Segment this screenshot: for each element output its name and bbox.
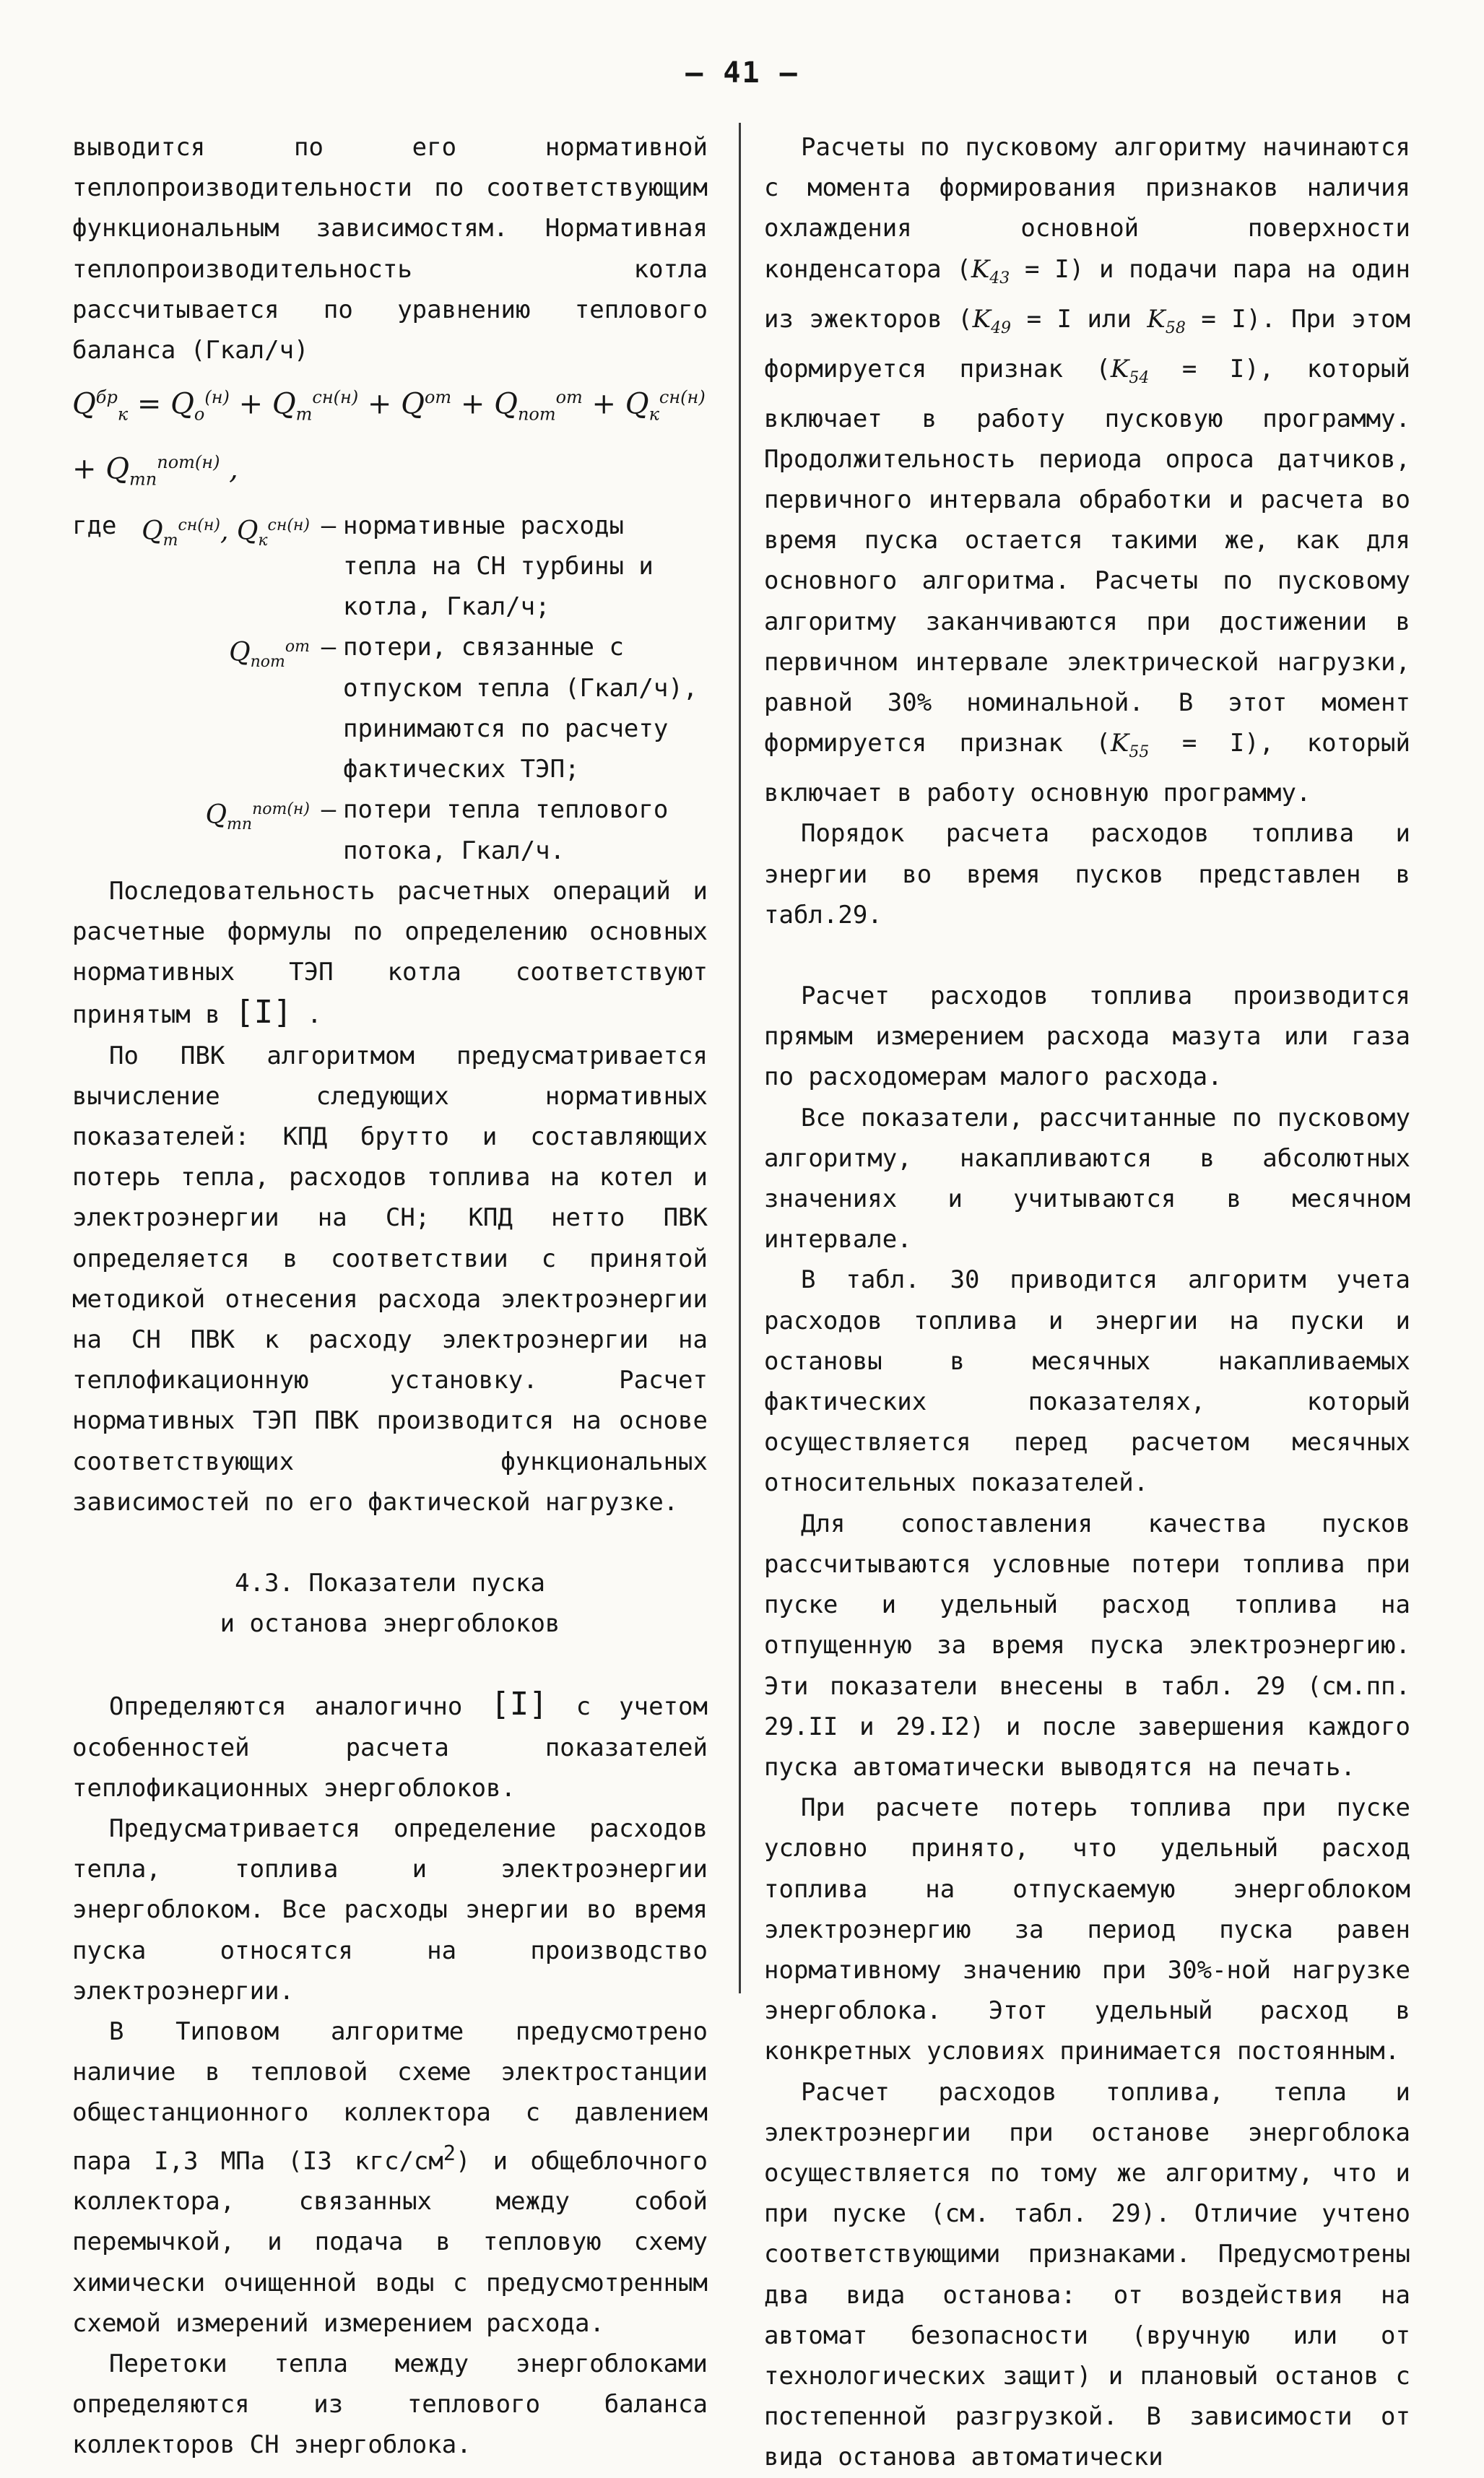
left-column [72,127,708,2466]
paragraph: Расчет расходов топлива, тепла и электроэнергии при останове энергоблока осуществляется по тому же алгоритму, что и при пуске (см. табл. 29). Отличие учтено соответствующими признаками. Предусмотрены два вида останова: от воздействия на автомат безопасности (вручную или от технологических защит) и плановый останов с постепенной разгрузкой. В зависимости от вида останова автоматически [764,2077,1410,2472]
flag-k58: $K_{58}$ [1147,304,1186,337]
formula-definitions: где $Q_т^{сн(н)}$, $Q_к^{сн(н)}$ – нормативные расходы тепла на СН турбины и котла, Гкал/ч; $Q_{пот}^{от}$ – потери, связанные с отпуском тепла (Гкал/ч), принимаются по расчету фактических ТЭП; $Q_{тп}^{пот(н)}$ – потери тепла теплового потока, Гкал/ч. [72,506,708,871]
flag-k54: $K_{54}$ [1110,354,1150,387]
paragraph: В табл. 30 приводится алгоритм учета расходов топлива и энергии на пуски и остановы в месячных накапливаемых фактических показателях, который осуществляется перед расчетом месячных относительных показателей. [764,1265,1410,1498]
definition-symbol: где $Q_т^{сн(н)}$, $Q_к^{сн(н)}$ [72,511,310,550]
paragraph: Порядок расчета расходов топлива и энергии во время пусков представлен в табл.29. [764,819,1410,930]
column-divider [739,123,741,1993]
definition-text: потери тепла теплового потока, Гкал/ч. [343,795,669,865]
section-heading: 4.3. Показатели пуска и останова энергоблоков [220,1568,560,1639]
definition-symbol: $Q_{тп}^{пот(н)}$ [205,800,310,834]
paragraph: Перетоки тепла между энергоблоками определяются из теплового баланса коллекторов СН энергоблока. [72,2349,708,2460]
paragraph: Расчет расходов топлива производится прямым измерением расхода мазута или газа по расходомерам малого расхода. [764,982,1410,1092]
heat-balance-formula: $Q^{бр}_к = Q_о^{(н)} + Q_т^{сн(н)} + Q^{от} + Q_{пот}^{от} + Q_к^{сн(н)} + Q_{тп}^{пот(н)}$ , [72,387,706,489]
paragraph: По ПВК алгоритмом предусматривается вычисление следующих нормативных показателей: КПД брутто и составляющих потерь тепла, расходов топлива на котел и электроэнергии на СН; КПД нетто ПВК определяется в соответствии с принятой методикой отнесения расхода электроэнергии на СН ПВК к расходу электроэнергии на теплофикационную установку. Расчет нормативных ТЭП ПВК производится на основе соответствующих функциональных зависимостей по его фактической нагрузке. [72,1041,708,1517]
right-column [764,127,1410,2478]
paragraph: выводится по его нормативной теплопроизводительности по соответствующим функциональным зависимостям. Нормативная теплопроизводительность котла рассчитывается по уравнению теплового баланса (Гкал/ч) [72,133,708,365]
flag-k55: $K_{55}$ [1110,729,1150,762]
definition-text: нормативные расходы тепла на СН турбины и котла, Гкал/ч; [343,511,654,622]
definition-text: потери, связанные с отпуском тепла (Гкал/ч), принимаются по расчету фактических ТЭП; [343,633,698,784]
paragraph: Все показатели, рассчитанные по пусковому алгоритму, накапливаются в абсолютных значениях и учитываются в месячном интервале. [764,1103,1410,1255]
paragraph: В Типовом алгоритме предусмотрено наличие в тепловой схеме электростанции общестанционного коллектора с давлением пара I,3 МПа (I3 кгс/$см^2$) и общеблочного коллектора, связанных между собой перемычкой, и подача в тепловую схему химически очищенной воды с предусмотренным схемой измерений измерением расхода. [72,2016,708,2338]
page-number: – 41 – [685,56,799,90]
paragraph: Определяются аналогично [I] с учетом особенностей расчета показателей теплофикационных энергоблоков. [72,1686,708,1803]
reference-link: [I] [490,1686,548,1723]
paragraph: Последовательность расчетных операций и расчетные формулы по определению основных нормативных ТЭП котла соответствуют принятым в [I] . [72,876,708,1031]
flag-k49: $K_{49}$ [972,304,1012,337]
definition-symbol: $Q_{пот}^{от}$ [229,638,310,672]
reference-link: [I] [235,994,292,1031]
paragraph: Расчеты по пусковому алгоритму начинаются с момента формирования признаков наличия охлаждения основной поверхности конденсатора $(K_{43} = I)$ и подачи пара на один из эжекторов ($K_{49} = I$ или $K_{58} = I$). При этом формируется признак $(K_{54} = I)$, который включает в работу пусковую программу. Продолжительность периода опроса датчиков, первичного интервала обработки и расчета во время пуска остается такими же, как для основного алгоритма. Расчеты по пусковому алгоритму заканчиваются при достижении в первичном интервале электрической нагрузки, равной 30% номинальной. В этот момент формируется признак $(K_{55} = I)$, который включает в работу основную программу. [764,133,1411,808]
paragraph: При расчете потерь топлива при пуске условно принято, что удельный расход топлива на отпускаемую энергоблоком электроэнергию за период пуска равен нормативному значению при 30%-ной нагрузке энергоблока. Этот удельный расход в конкретных условиях принимается постоянным. [764,1793,1410,2066]
paragraph: Предусматривается определение расходов тепла, топлива и электроэнергии энергоблоком. Все расходы энергии во время пуска относятся на производство электроэнергии. [72,1814,708,2006]
paragraph: Для сопоставления качества пусков рассчитываются условные потери топлива при пуске и удельный расход топлива на отпущенную за время пуска электроэнергию. Эти показатели внесены в табл. 29 (см.пп. 29.II и 29.I2) и после завершения каждого пуска автоматически выводятся на печать. [764,1509,1410,1782]
flag-k43: $K_{43}$ [971,254,1010,287]
